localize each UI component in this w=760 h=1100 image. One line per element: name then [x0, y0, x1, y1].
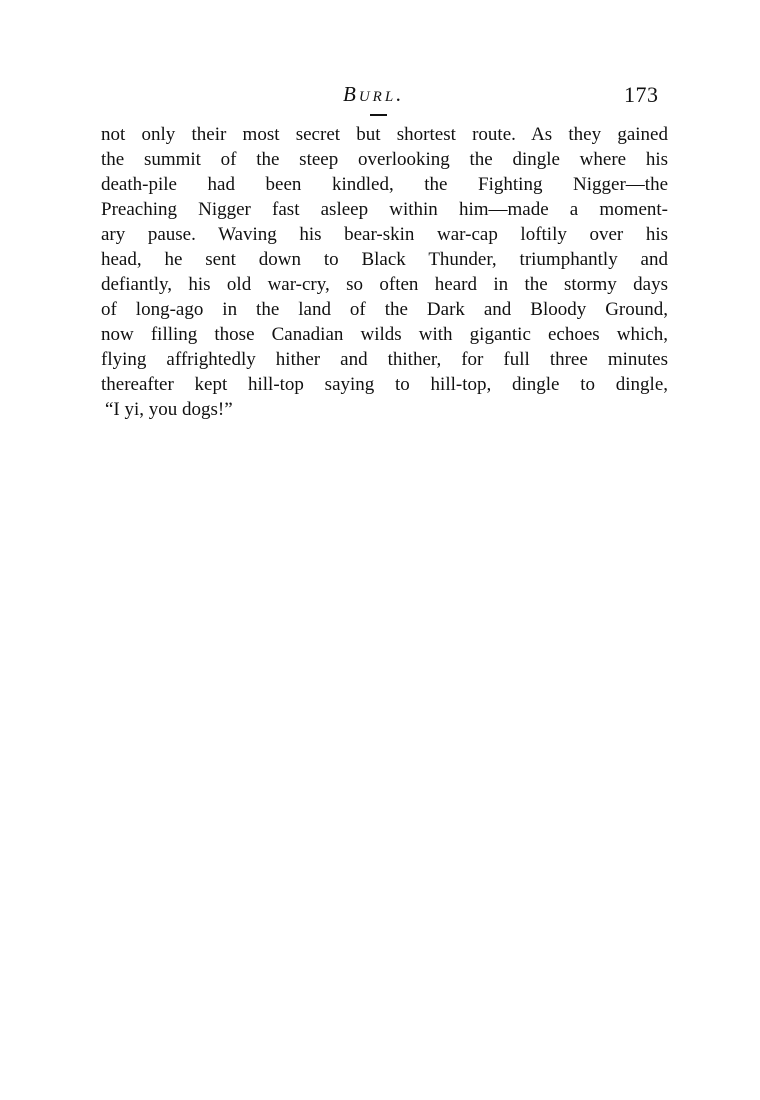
text-line: not only their most secret but shortest route. As they gained [101, 124, 668, 145]
text-line: head, he sent down to Black Thunder, triumphantly and [101, 249, 668, 270]
text-line-final: “I yi, you dogs!” [105, 399, 233, 420]
header-rule [370, 114, 387, 116]
text-line: defiantly, his old war-cry, so often heard in the stormy days [101, 274, 668, 295]
text-line: flying affrightedly hither and thither, for full three minutes [101, 349, 668, 370]
text-line: ary pause. Waving his bear-skin war-cap loftily over his [101, 224, 668, 245]
running-header [0, 80, 760, 112]
text-line: Preaching Nigger fast asleep within him—made a moment- [101, 199, 668, 220]
page-number: 173 [624, 82, 659, 107]
text-line: the summit of the steep overlooking the dingle where his [101, 149, 668, 170]
text-line: now filling those Canadian wilds with gigantic echoes which, [101, 324, 668, 345]
text-line: thereafter kept hill-top saying to hill-top, dingle to dingle, [101, 374, 668, 395]
text-line: of long-ago in the land of the Dark and Bloody Ground, [101, 299, 668, 320]
text-line: death-pile had been kindled, the Fighting Nigger—the [101, 174, 668, 195]
running-title: Burl. [343, 82, 405, 106]
body-paragraph [101, 122, 668, 422]
